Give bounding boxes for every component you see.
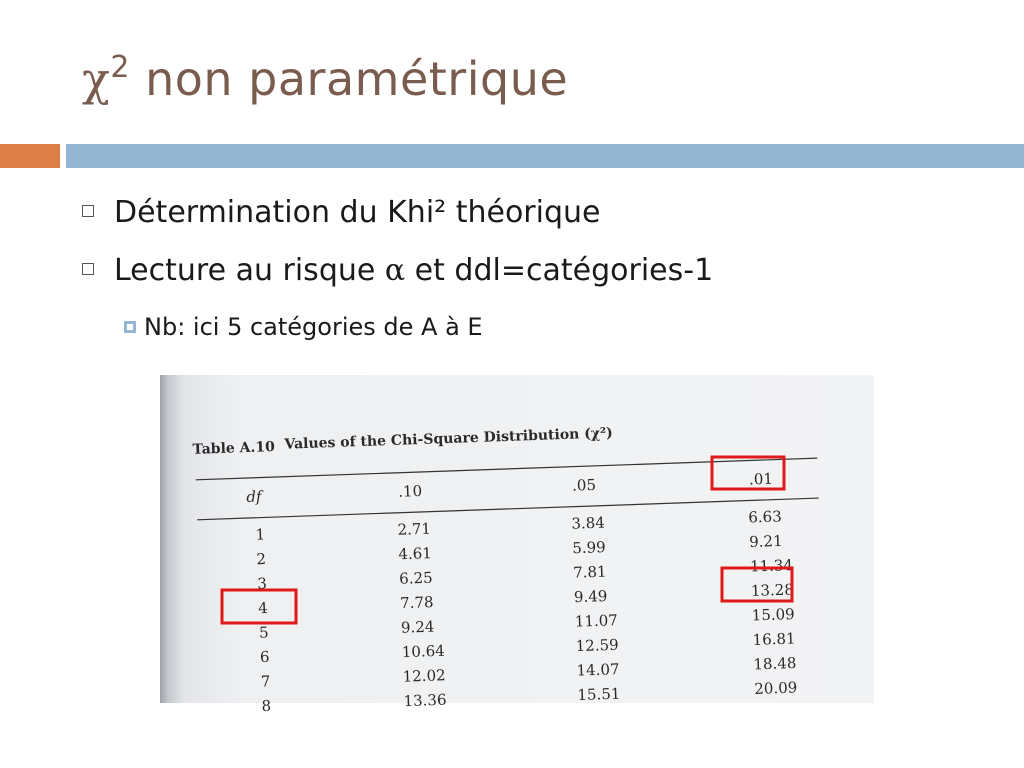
- value-cell: 12.59: [575, 635, 619, 656]
- column-header: .01: [748, 469, 774, 489]
- title-rule-blue: [66, 144, 1024, 168]
- chi-symbol: χ: [82, 52, 111, 106]
- alpha-symbol: α: [384, 253, 406, 288]
- table-row: [260, 654, 796, 691]
- value-cell: 12.02: [402, 666, 446, 686]
- df-cell: 4: [257, 598, 269, 618]
- df-cell: 3: [257, 574, 268, 593]
- value-cell: 18.48: [753, 653, 797, 674]
- df-cell: 7: [260, 672, 271, 691]
- table-row: [258, 581, 794, 618]
- value-cell: 5.99: [571, 538, 606, 558]
- value-cell: 7.78: [399, 593, 434, 613]
- value-cell: 11.07: [574, 611, 619, 631]
- value-cell: 10.64: [401, 641, 446, 662]
- hollow-square-bullet-icon: [82, 205, 94, 217]
- value-cell: 9.21: [748, 531, 783, 552]
- df-cell: 2: [256, 549, 267, 569]
- df-cell: 1: [255, 525, 266, 544]
- value-cell: 6.63: [748, 507, 783, 527]
- value-cell: 20.09: [754, 678, 798, 698]
- bullet-text-after: et ddl=catégories-1: [405, 253, 714, 288]
- table-row: [256, 532, 783, 568]
- table-header-rule: [197, 498, 819, 520]
- chi-square-table-image: [160, 375, 874, 716]
- bullet-item: [82, 195, 601, 230]
- bullet-item: [82, 253, 713, 288]
- value-cell: 13.28: [750, 580, 795, 601]
- value-cell: 6.25: [398, 568, 433, 588]
- value-cell: 9.24: [400, 617, 435, 637]
- table-row: [257, 556, 793, 593]
- table-row: [259, 605, 795, 642]
- filled-square-bullet-icon: [124, 321, 136, 333]
- sub-bullet-text: Nb: ici 5 catégories de A à E: [144, 313, 483, 341]
- value-cell: 15.51: [577, 684, 621, 705]
- value-cell: 11.34: [749, 556, 794, 576]
- value-cell: 13.36: [403, 690, 447, 711]
- df-cell: 5: [258, 623, 269, 642]
- table-scan-svg: [160, 375, 874, 716]
- value-cell: 14.07: [576, 660, 620, 680]
- bullet-text: Détermination du Khi² théorique: [114, 195, 601, 230]
- table-row: [261, 678, 797, 715]
- hollow-square-bullet-icon: [82, 263, 94, 275]
- bullet-text-before: Lecture au risque: [114, 253, 385, 288]
- value-cell: 15.09: [751, 605, 795, 625]
- slide-title: [82, 50, 568, 106]
- table-row: [255, 507, 782, 543]
- table-caption: Values of the Chi-Square Distribution (χ²): [284, 425, 614, 453]
- sub-bullet-item: [124, 313, 483, 341]
- value-cell: 7.81: [572, 562, 607, 582]
- df-cell: 6: [259, 647, 270, 667]
- value-cell: 3.84: [571, 513, 606, 533]
- value-cell: 16.81: [752, 629, 796, 649]
- title-rule-orange: [0, 144, 60, 168]
- title-superscript: 2: [110, 50, 130, 85]
- value-cell: 4.61: [398, 544, 433, 564]
- table-top-rule: [196, 458, 818, 480]
- table-header-df: df: [245, 487, 262, 507]
- df-cell: 8: [261, 696, 272, 716]
- table-rows: [255, 507, 797, 715]
- title-text: non paramétrique: [129, 52, 569, 106]
- column-header: .10: [397, 481, 423, 501]
- value-cell: 9.49: [573, 587, 608, 607]
- column-header: .05: [571, 475, 597, 495]
- column-headers: [398, 470, 773, 501]
- table-row: [260, 629, 796, 666]
- table-label: Table A.10: [192, 439, 276, 458]
- value-cell: 2.71: [397, 519, 432, 539]
